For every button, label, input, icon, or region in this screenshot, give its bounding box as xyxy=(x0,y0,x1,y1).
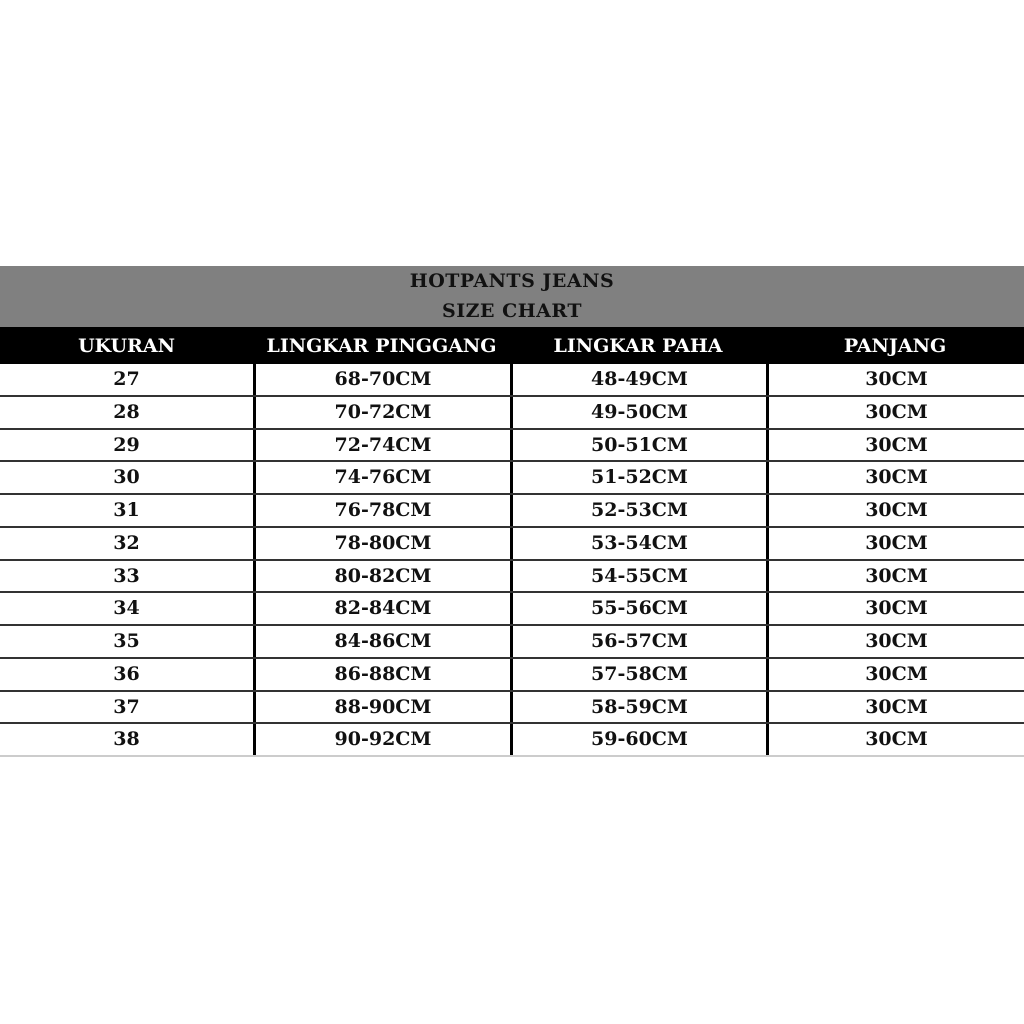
table-row xyxy=(0,593,1024,626)
header-lingkar-paha: LINGKAR PAHA xyxy=(553,334,723,357)
chart-title: HOTPANTS JEANS xyxy=(409,270,615,292)
cell-ukuran: 28 xyxy=(113,400,140,423)
cell-ukuran: 27 xyxy=(113,368,140,390)
cell-panjang: 30CM xyxy=(766,593,1024,624)
cell-lingkar-pinggang: 68-70CM xyxy=(253,364,510,395)
cell-panjang: 30CM xyxy=(766,364,1024,395)
cell-lingkar-pinggang: 90-92CM xyxy=(253,724,510,755)
cell-ukuran: 38 xyxy=(113,728,140,751)
cell-ukuran: 29 xyxy=(113,433,140,456)
table-row xyxy=(0,462,1024,495)
cell-panjang: 30CM xyxy=(766,495,1024,526)
cell-ukuran: 36 xyxy=(113,662,140,685)
header-panjang: PANJANG xyxy=(843,334,947,357)
cell-lingkar-paha: 59-60CM xyxy=(510,724,766,755)
cell-lingkar-paha: 57-58CM xyxy=(510,659,766,690)
table-row xyxy=(0,430,1024,463)
header-ukuran: UKURAN xyxy=(78,334,175,357)
title-band xyxy=(0,266,1024,327)
cell-ukuran: 33 xyxy=(113,564,140,587)
cell-lingkar-paha: 55-56CM xyxy=(510,593,766,624)
table-row xyxy=(0,561,1024,594)
cell-ukuran: 35 xyxy=(113,630,140,652)
cell-lingkar-pinggang: 82-84CM xyxy=(253,593,510,624)
cell-lingkar-paha: 58-59CM xyxy=(510,692,766,723)
cell-lingkar-pinggang: 70-72CM xyxy=(253,397,510,428)
cell-panjang: 30CM xyxy=(766,626,1024,657)
cell-panjang: 30CM xyxy=(766,692,1024,723)
cell-panjang: 30CM xyxy=(766,462,1024,493)
cell-lingkar-pinggang: 84-86CM xyxy=(253,626,510,657)
cell-lingkar-paha: 52-53CM xyxy=(510,495,766,526)
cell-panjang: 30CM xyxy=(766,430,1024,461)
cell-lingkar-paha: 51-52CM xyxy=(510,462,766,493)
cell-panjang: 30CM xyxy=(766,659,1024,690)
header-lingkar-pinggang: LINGKAR PINGGANG xyxy=(266,334,497,357)
table-body xyxy=(0,364,1024,757)
cell-lingkar-paha: 48-49CM xyxy=(510,364,766,395)
cell-lingkar-paha: 50-51CM xyxy=(510,430,766,461)
table-row xyxy=(0,692,1024,725)
cell-lingkar-paha: 49-50CM xyxy=(510,397,766,428)
cell-panjang: 30CM xyxy=(766,724,1024,755)
cell-lingkar-paha: 54-55CM xyxy=(510,561,766,592)
table-row xyxy=(0,626,1024,659)
cell-lingkar-pinggang: 72-74CM xyxy=(253,430,510,461)
cell-lingkar-pinggang: 78-80CM xyxy=(253,528,510,559)
cell-lingkar-pinggang: 76-78CM xyxy=(253,495,510,526)
cell-ukuran: 34 xyxy=(113,597,140,620)
cell-lingkar-pinggang: 74-76CM xyxy=(253,462,510,493)
table-row xyxy=(0,528,1024,561)
cell-lingkar-paha: 53-54CM xyxy=(510,528,766,559)
cell-lingkar-pinggang: 80-82CM xyxy=(253,561,510,592)
table-row xyxy=(0,364,1024,397)
table-row xyxy=(0,397,1024,430)
table-row xyxy=(0,724,1024,757)
cell-panjang: 30CM xyxy=(766,528,1024,559)
size-chart-table xyxy=(0,266,1024,757)
cell-lingkar-pinggang: 88-90CM xyxy=(253,692,510,723)
cell-ukuran: 32 xyxy=(113,531,140,554)
cell-lingkar-paha: 56-57CM xyxy=(510,626,766,657)
cell-ukuran: 31 xyxy=(113,499,140,521)
cell-panjang: 30CM xyxy=(766,397,1024,428)
cell-ukuran: 30 xyxy=(113,466,140,489)
table-row xyxy=(0,495,1024,528)
cell-lingkar-pinggang: 86-88CM xyxy=(253,659,510,690)
cell-ukuran: 37 xyxy=(113,695,140,718)
header-row xyxy=(0,327,1024,364)
cell-panjang: 30CM xyxy=(766,561,1024,592)
chart-subtitle: SIZE CHART xyxy=(442,300,582,322)
table-row xyxy=(0,659,1024,692)
